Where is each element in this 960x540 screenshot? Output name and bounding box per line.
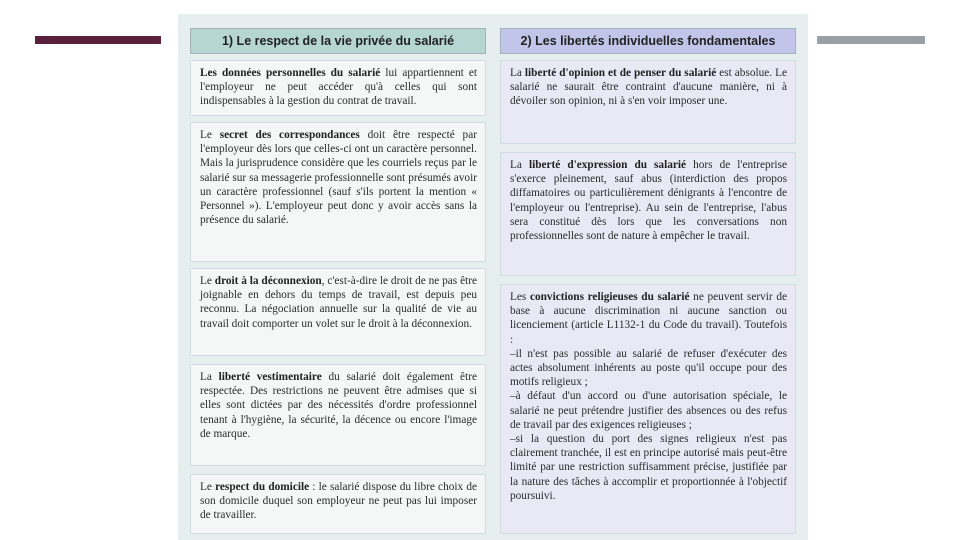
box-bold-term: respect du domicile bbox=[215, 481, 310, 493]
box-bold-term: Les données personnelles du salarié bbox=[200, 67, 381, 79]
right-column bbox=[500, 28, 796, 502]
box-text: , c'est-à-dire le droit de ne pas être joignable en dehors du temps de travail, est depuis peu reconnu. La négociation annuelle sur la qualité de vie au travail doit comporter un volet sur le droit à la déconnexion. bbox=[200, 275, 477, 330]
box-secret-correspondances bbox=[190, 122, 486, 262]
box-bold-term: convictions religieuses du salarié bbox=[529, 291, 690, 303]
box-pre: Les bbox=[510, 291, 530, 303]
box-text: doit être respecté par l'employeur dès lors que celles-ci ont un caractère personnel. Mais la jurisprudence considère que les courriels reçus par le salarié sur sa messagerie professionnelle sont présumés avoir un caractère professionnel (sauf s'ils portent la mention « Personnel »). L'employeur peut donc y avoir accès sans la présence du salarié. bbox=[200, 129, 477, 227]
box-text: lui appartiennent et l'employeur ne peut accéder qu'à celles qui sont indispensables à la gestion du contrat de travail. bbox=[200, 67, 477, 108]
box-respect-domicile bbox=[190, 474, 486, 534]
box-pre: La bbox=[510, 159, 529, 171]
box-convictions-religieuses bbox=[500, 284, 796, 534]
box-pre: La bbox=[510, 67, 525, 79]
box-donnees-personnelles bbox=[190, 60, 486, 116]
left-accent-bar bbox=[35, 36, 161, 44]
box-pre: Le bbox=[200, 275, 215, 287]
box-pre: Le bbox=[200, 481, 216, 493]
box-liberte-opinion bbox=[500, 60, 796, 144]
right-accent-bar bbox=[817, 36, 925, 44]
list-item: –à défaut d'un accord ou d'une autorisation spéciale, le salarié ne peut prétendre justifier des absences ou des refus de travail par des exigences religieuses ; bbox=[510, 390, 787, 431]
box-text: du salarié doit également être respectée. Des restrictions ne peuvent être admises que si elles sont dictées par des nécessités d'ordre professionnel tenant à l'hygiène, la sécurité, la décence ou encore l'image de marque. bbox=[200, 371, 477, 440]
list-item: –il n'est pas possible au salarié de refuser d'exécuter des actes absolument inhérents au poste qu'il occupe pour des motifs religieux ; bbox=[510, 347, 787, 389]
box-droit-deconnexion bbox=[190, 268, 486, 356]
document-panel bbox=[178, 14, 808, 540]
box-text: hors de l'entreprise s'exerce pleinement, sauf abus (interdiction des propos diffamatoires ou particulièrement dénigrants à l'encontre de l'employeur ou l'entreprise). Au sein de l'entreprise, l'abus sera constitué dès lors que les conversations non professionnelles sont de nature à empêcher le travail. bbox=[510, 159, 787, 243]
box-bold-term: liberté d'opinion et de penser du salarié bbox=[524, 67, 717, 79]
box-text: ne peuvent servir de base à aucune discrimination ni aucune sanction ou licenciement (article L1132-1 du Code du travail). Toutefois : bbox=[510, 291, 787, 346]
box-pre: La bbox=[200, 371, 219, 383]
box-pre: Le bbox=[200, 129, 220, 141]
right-column-title: 2) Les libertés individuelles fondamentales bbox=[500, 28, 796, 54]
box-liberte-vestimentaire bbox=[190, 364, 486, 466]
box-bold-term: droit à la déconnexion bbox=[214, 275, 322, 287]
left-column-title: 1) Le respect de la vie privée du salarié bbox=[190, 28, 486, 54]
list-item: –si la question du port des signes religieux n'est pas clairement tranchée, il est en principe autorisé mais peut-être limité par une restriction suffisamment précise, justifiée par la nature des tâches à accomplir et proportionnée à l'objectif poursuivi. bbox=[510, 433, 787, 502]
box-liberte-expression bbox=[500, 152, 796, 276]
left-column bbox=[190, 28, 486, 522]
box-bold-term: liberté vestimentaire bbox=[218, 371, 322, 383]
box-text: : le salarié dispose du libre choix de son domicile duquel son employeur ne peut pas lui imposer de travailler. bbox=[200, 481, 478, 522]
box-text: est absolue. Le salarié ne saurait être contraint d'aucune manière, ni à dévoiler son opinion, ni à s'en voir imposer une. bbox=[510, 67, 787, 108]
box-bold-term: liberté d'expression du salarié bbox=[528, 159, 687, 171]
box-bold-term: secret des correspondances bbox=[219, 129, 360, 141]
